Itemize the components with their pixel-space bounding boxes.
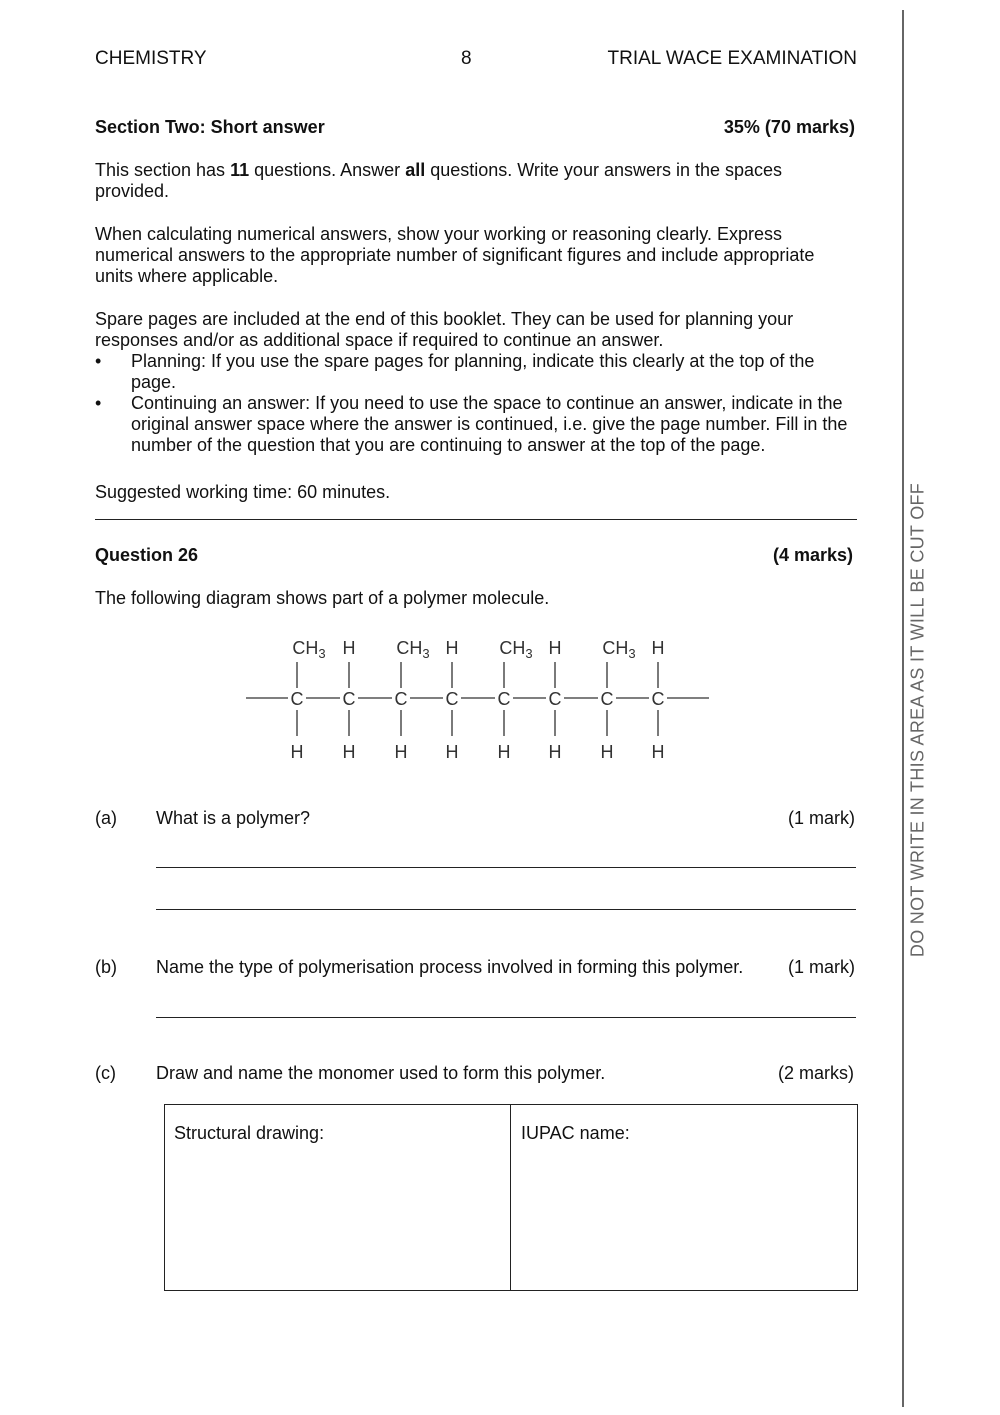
all-emphasis: all — [405, 160, 426, 180]
carbon-label: C — [651, 689, 665, 709]
header-subject: CHEMISTRY — [95, 48, 207, 69]
page-number: 8 — [461, 48, 472, 69]
methyl-group-label: $CH_3$ — [499, 638, 533, 661]
iupac-name-label: IUPAC name: — [521, 1123, 630, 1143]
carbon-label: C — [548, 689, 562, 709]
hydrogen-label: H — [290, 742, 304, 762]
part-a-text: What is a polymer? — [156, 808, 311, 828]
section-title: Section Two: Short answer — [95, 117, 325, 137]
question-marks: (4 marks) — [772, 545, 853, 565]
bullet-item — [95, 393, 855, 456]
section-intro — [95, 160, 855, 202]
part-b-marks: (1 mark) — [788, 957, 855, 977]
hydrogen-label: H — [600, 742, 614, 762]
numerical-instructions: When calculating numerical answers, show your working or reasoning clearly. Express numerical answers to the appropriate number of significant figures and include appropriate units where applicable. — [95, 224, 815, 286]
bullet-icon: • — [95, 351, 102, 371]
hydrogen-label: H — [342, 742, 356, 762]
question-count: 11 — [230, 160, 250, 180]
carbon-label: C — [394, 689, 408, 709]
carbon-label: C — [290, 689, 304, 709]
question-stem: The following diagram shows part of a polymer molecule. — [95, 588, 550, 608]
hydrogen-label: H — [651, 742, 665, 762]
header-exam-title: TRIAL WACE EXAMINATION — [607, 48, 857, 69]
part-b-label: (b) — [95, 957, 117, 977]
section-marks: 35% (70 marks) — [723, 117, 855, 137]
hydrogen-label: H — [445, 638, 459, 658]
part-a-marks: (1 mark) — [788, 808, 855, 828]
intro-text-2: questions. Answer — [249, 160, 406, 180]
margin-warning: DO NOT WRITE IN THIS AREA AS IT WILL BE CUT OFF — [907, 482, 928, 958]
part-a-label: (a) — [95, 808, 117, 828]
working-time: Suggested working time: 60 minutes. — [95, 482, 391, 502]
hydrogen-label: H — [548, 742, 562, 762]
answer-line-b1[interactable] — [156, 1017, 856, 1018]
methyl-group-label: $CH_3$ — [396, 638, 430, 661]
methyl-group-label: $CH_3$ — [292, 638, 326, 661]
structural-drawing-label: Structural drawing: — [174, 1123, 325, 1143]
hydrogen-label: H — [548, 638, 562, 658]
hydrogen-label: H — [342, 638, 356, 658]
answer-line-a2[interactable] — [156, 909, 856, 910]
bullet-icon: • — [95, 393, 102, 413]
carbon-label: C — [445, 689, 459, 709]
hydrogen-label: H — [394, 742, 408, 762]
carbon-label: C — [497, 689, 511, 709]
bullet-text: Continuing an answer: If you need to use the space to continue an answer, indicate in the original answer space where the answer is continued, i.e. give the page number. Fill in the number of the question that you are continuing to answer at the top of the page. — [131, 393, 848, 455]
spare-pages-instructions: Spare pages are included at the end of this booklet. They can be used for planning your responses and/or as additional space if required to continue an answer. — [95, 309, 794, 350]
bullet-text: Planning: If you use the spare pages for planning, indicate this clearly at the top of the page. — [131, 351, 815, 392]
structural-drawing-area[interactable] — [166, 1106, 509, 1289]
question-title: Question 26 — [95, 545, 199, 565]
part-c-label: (c) — [95, 1063, 116, 1083]
part-b-text: Name the type of polymerisation process involved in forming this polymer. — [156, 957, 744, 977]
instruction-bullets — [95, 351, 855, 456]
hydrogen-label: H — [651, 638, 665, 658]
bullet-item — [95, 351, 855, 393]
table-divider — [510, 1105, 511, 1290]
intro-text-3: questions. Write your answers in the spaces provided. — [95, 160, 783, 201]
cut-off-margin-line — [902, 10, 904, 1407]
hydrogen-label: H — [497, 742, 511, 762]
carbon-label: C — [342, 689, 356, 709]
polymer-diagram — [240, 628, 720, 768]
answer-line-a1[interactable] — [156, 867, 856, 868]
part-c-marks: (2 marks) — [778, 1063, 854, 1083]
section-divider — [95, 519, 857, 520]
part-c-text: Draw and name the monomer used to form this polymer. — [156, 1063, 606, 1083]
atom-labels — [291, 638, 665, 762]
intro-text-1: This section has — [95, 160, 231, 180]
carbon-label: C — [600, 689, 614, 709]
methyl-group-label: $CH_3$ — [602, 638, 636, 661]
hydrogen-label: H — [445, 742, 459, 762]
answer-table — [164, 1104, 858, 1291]
iupac-name-area[interactable] — [512, 1106, 856, 1289]
